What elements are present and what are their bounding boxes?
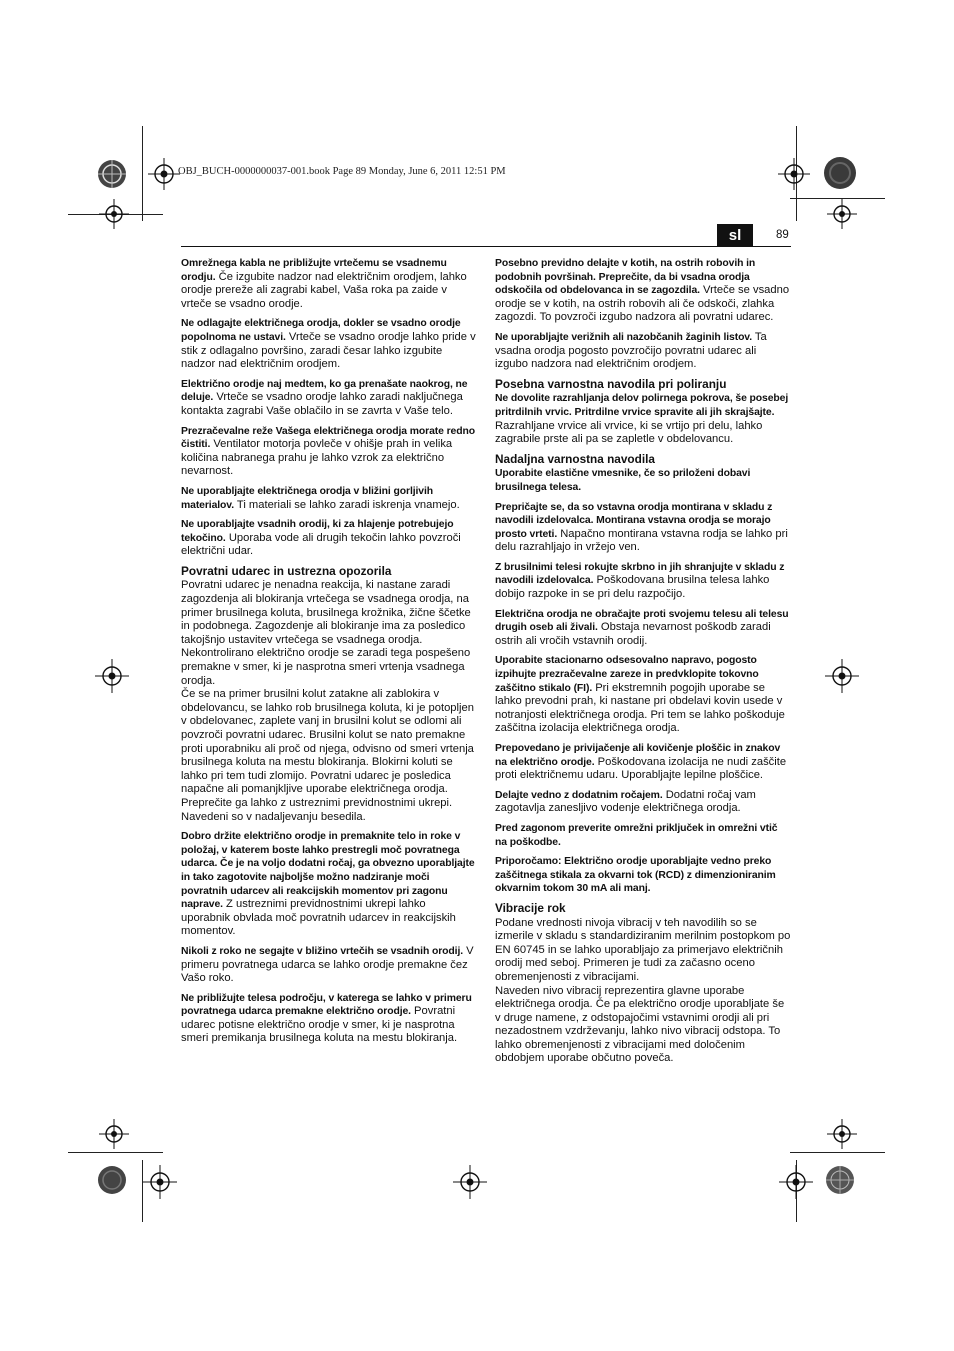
crosshair-target-icon bbox=[824, 196, 860, 232]
paragraph bbox=[495, 742, 791, 783]
bold-lead: Ne odlagajte električnega orodja, dokler se vsadno orodje popolnoma ne ustavi. bbox=[181, 318, 461, 343]
paragraph bbox=[495, 822, 791, 849]
header-rule bbox=[181, 246, 791, 247]
crosshair-target-icon bbox=[96, 196, 132, 232]
paragraph bbox=[181, 830, 477, 939]
crop-mark bbox=[790, 1152, 885, 1153]
body-text: Razrahljane vrvice ali vrvice, ki se vrtijo pri delu, lahko zagrabile prste ali pa se zapletle v obdelovancu. bbox=[495, 419, 763, 446]
body-text: Podane vrednosti nivoja vibracij v teh navodilih so se izmerile v skladu s standardiziranim merilnim postopkom po EN 60745 in se lahko uporabljajo za primerjavo električnih orodij med seboj. Primeren je tudi za začasno oceno obremenjenosti z vibracijami. bbox=[495, 916, 791, 983]
body-text: Vrteče se vsadno orodje lahko pride v stik z odlagalno površino, zaradi česar lahko izgubite nadzor nad električnim orodjem. bbox=[181, 330, 476, 371]
bold-lead: Dobro držite električno orodje in premaknite telo in roke v položaj, v katerem boste lahko prestregli moč povratnega udarca. Če je na voljo dodatni ročaj, ga obvezno uporabljajte in tako zagotovite najboljše možno nadziranje moči povratnih udarcev ali reakcijskih momentov pri zagonu naprave. bbox=[181, 831, 475, 911]
bold-lead: Električna orodja ne obračajte proti svojemu telesu ali telesu drugih oseb ali živali. bbox=[495, 608, 789, 634]
paragraph bbox=[181, 579, 477, 688]
section-heading: Vibracije rok bbox=[495, 900, 566, 915]
bold-lead: Z brusilnimi telesi rokujte skrbno in jih shranjujte v skladu z navodili izdelovalca. bbox=[495, 561, 785, 587]
paragraph bbox=[181, 945, 477, 986]
registration-target-icon bbox=[822, 155, 858, 191]
bold-lead: Omrežnega kabla ne približujte vrtečemu se vsadnemu orodju. bbox=[181, 258, 447, 283]
paragraph bbox=[495, 501, 791, 555]
section-heading: Posebna varnostna navodila pri poliranju bbox=[495, 376, 727, 391]
right-column bbox=[495, 257, 791, 1072]
paragraph bbox=[181, 992, 477, 1046]
crosshair-target-icon bbox=[774, 154, 814, 194]
body-text: Če izgubite nadzor nad električnim orodjem, lahko orodje prereže ali zagrabi kabel, Vaša roka pa zaide v vrteče se vsadno orodje. bbox=[181, 270, 467, 310]
bold-lead: Ne uporabljajte vsadnih orodij, ki za hlajenje potrebujejo tekočino. bbox=[181, 519, 454, 544]
bold-lead: Prepovedano je privijačenje ali kovičenje ploščic in znakov na električno orodje. bbox=[495, 743, 781, 768]
paragraph bbox=[495, 467, 791, 494]
paragraph bbox=[181, 688, 477, 824]
registration-target-icon bbox=[96, 1164, 128, 1196]
bold-lead: Priporočamo: Električno orodje uporabljajte vedno preko zaščitnega stikala za okvarni tok (RCD) z dimenzioniranim okvarnim tokom 30 mA ali manj. bbox=[495, 856, 776, 895]
paragraph bbox=[181, 317, 477, 371]
paragraph bbox=[181, 257, 477, 311]
body-text: Dodatni ročaj vam zagotavlja zanesljivo vodenje električnega orodja. bbox=[495, 788, 756, 815]
paragraph bbox=[495, 855, 791, 896]
paragraph bbox=[181, 378, 477, 419]
paragraph bbox=[495, 608, 791, 649]
body-text: V primeru povratnega udarca se lahko orodje premakne čez Vašo roko. bbox=[181, 944, 474, 985]
bold-lead: Električno orodje naj medtem, ko ga prenašate naokrog, ne deluje. bbox=[181, 378, 468, 404]
crosshair-target-icon bbox=[822, 656, 862, 696]
body-text: Ta vsadna orodja pogosto povzročijo povratni udarec ali izgubo nadzora nad električnim orodjem. bbox=[495, 330, 767, 371]
paragraph bbox=[495, 257, 791, 325]
body-text: Ventilator motorja povleče v ohišje prah in velika količina nabranega prahu je lahko vzrok za električno nevarnost. bbox=[181, 438, 453, 478]
bold-lead: Ne približujte telesa področju, v katerega se lahko v primeru povratnega udarca premakne električno orodje. bbox=[181, 992, 472, 1018]
paragraph bbox=[495, 654, 791, 736]
paragraph bbox=[181, 485, 477, 512]
body-text: Ti materiali se lahko zaradi iskrenja vnamejo. bbox=[234, 498, 460, 511]
paragraph bbox=[495, 917, 791, 985]
language-tab: sl bbox=[717, 224, 753, 247]
page-number: 89 bbox=[776, 229, 789, 241]
bold-lead: Nikoli z roko ne segajte v bližino vrtečih se vsadnih orodij. bbox=[181, 945, 464, 957]
print-slug: OBJ_BUCH-0000000037-001.book Page 89 Monday, June 6, 2011 12:51 PM bbox=[178, 166, 506, 177]
body-text: Vrteče se vsadno orodje lahko zaradi naključnega kontakta zagrabi Vaše oblačilo in se zavrta v Vaše telo. bbox=[181, 391, 463, 417]
body-text: Vrteče se vsadno orodje se v kotih, na ostrih robovih ali če odskoči, zlahka zagozdi. To povzroči izgubo nadzora ali povratni udarec. bbox=[495, 284, 790, 324]
bold-lead: Delajte vedno z dodatnim ročajem. bbox=[495, 789, 663, 801]
bold-lead: Ne dovolite razrahljanja delov polirnega pokrova, še posebej pritrdilnih vrvic. Pritrdilne vrvice spravite ali jih skrajšajte. bbox=[495, 393, 789, 418]
left-column bbox=[181, 257, 477, 1052]
crosshair-target-icon bbox=[92, 656, 132, 696]
body-text: Poškodovana brusilna telesa lahko dobijo razpoke in se pri delu razpočijo. bbox=[495, 574, 770, 601]
body-text: Uporaba vode ali drugih tekočin lahko povzroči električni udar. bbox=[181, 531, 461, 558]
body-text: Z ustreznimi previdnostnimi ukrepi lahko uporabnik obvlada moč povratnih udarcev in reakcijskih momentov. bbox=[181, 898, 456, 938]
registration-target-icon bbox=[824, 1164, 856, 1196]
crosshair-target-icon bbox=[140, 1162, 180, 1202]
paragraph bbox=[495, 561, 791, 602]
bold-lead: Prepričajte se, da so vstavna orodja montirana v skladu z navodili izdelovalca. Montirana vstavna orodja se morajo prosto vrteti. bbox=[495, 501, 773, 540]
paragraph bbox=[495, 985, 791, 1067]
body-text: Napačno montirana vstavna rodja se lahko pri delu razrahljajo in vržejo ven. bbox=[495, 527, 788, 554]
body-text: Povratni udarec je nenadna reakcija, ki nastane zaradi zagozdenja ali blokiranja vrtečega se vsadnega orodja, na primer brusilnega koluta, brusilnega krožnika, žične ščetke in podobnega. Zagozdenje ali blokiranje ima za posledico takojšnjo ustavitev vrtečega se vsadnega orodja. Nekontrolirano električno orodje se zaradi tega pospešeno premakne v smer, ki je nasprotna smeri vrtenja vsadnega orodja. bbox=[181, 579, 471, 687]
body-text: Povratni udarec potisne električno orodje v smer, ki je nasprotna smeri premikanja brusilnega koluta na mestu blokiranja. bbox=[181, 1005, 458, 1045]
section-heading: Nadaljna varnostna navodila bbox=[495, 451, 655, 466]
bold-lead: Ne uporabljajte verižnih ali nazobčanih žaginih listov. bbox=[495, 331, 753, 343]
body-text: Naveden nivo vibracij reprezentira glavne uporabe električnega orodja. Če pa električno orodje uporabljate še v druge namene, z odstopajočimi vstavnimi orodji ali pri nezadostnem vzdrževanju, lahko nivo vibracij odstopa. To lahko obremenjenosti z vibracijami med določenim obdobjem uporabe občutno poveča. bbox=[495, 984, 785, 1065]
paragraph bbox=[495, 392, 791, 446]
registration-target-icon bbox=[96, 158, 128, 190]
crosshair-target-icon bbox=[96, 1116, 132, 1152]
crop-mark bbox=[142, 126, 143, 221]
bold-lead: Posebno previdno delajte v kotih, na ostrih robovih in podobnih površinah. Preprečite, da bi vsadna orodja odskočila od obdelovanca in se zagozdila. bbox=[495, 258, 756, 297]
body-text: Obstaja nevarnost poškodb zaradi ostrih ali vročih vstavnih orodij. bbox=[495, 621, 771, 647]
bold-lead: Uporabite stacionarno odsesovalno napravo, pogosto izpihujte prezračevalne zareze in predvklopite tokovno zaščitno stikalo (FI). bbox=[495, 655, 759, 694]
body-text: Pri ekstremnih pogojih uporabe se lahko prevodni prah, ki nastane pri obdelavi kovin usede v notranjosti električnega orodja. Pri tem se lahko poškoduje zaščitna izolacija električnega orodja. bbox=[495, 681, 785, 735]
crosshair-target-icon bbox=[450, 1162, 490, 1202]
bold-lead: Ne uporabljajte električnega orodja v bližini gorljivih materialov. bbox=[181, 485, 434, 511]
paragraph bbox=[495, 789, 791, 816]
bold-lead: Uporabite elastične vmesnike, če so priloženi dobavi brusilnega telesa. bbox=[495, 468, 751, 493]
crosshair-target-icon bbox=[776, 1162, 816, 1202]
paragraph bbox=[181, 425, 477, 479]
body-text: Poškodovana izolacija ne nudi zaščite proti električnemu udaru. Uporabljajte lepilne ploščice. bbox=[495, 755, 787, 782]
bold-lead: Prezračevalne reže Vašega električnega orodja morate redno čistiti. bbox=[181, 425, 475, 451]
body-text: Če se na primer brusilni kolut zatakne ali zablokira v obdelovancu, se lahko rob brusilnega koluta, ki je potopljen v obdelovanec, zaplete vanj in brusilni kolut se odlomi ali povzroči povratni udarec. Brusilni kolut se nato premakne proti uporabniku ali proč od njega, odvisno od smeri vrtenja brusilnega koluta na mestu blokiranja. Blokirni koluti se lahko pri tem tudi zlomijo. Povratni udarec je posledica napačne ali pomanjkljive uporabe električnega orodja. Preprečite ga lahko z ustreznimi previdnostnimi ukrepi. Navedeni so v nadaljevanju besedila. bbox=[181, 688, 474, 823]
crosshair-target-icon bbox=[824, 1116, 860, 1152]
paragraph bbox=[181, 518, 477, 559]
bold-lead: Pred zagonom preverite omrežni priključek in omrežni vtič na poškodbe. bbox=[495, 822, 778, 848]
crop-mark bbox=[68, 1152, 163, 1153]
paragraph bbox=[495, 331, 791, 372]
section-heading: Povratni udarec in ustrezna opozorila bbox=[181, 563, 392, 578]
